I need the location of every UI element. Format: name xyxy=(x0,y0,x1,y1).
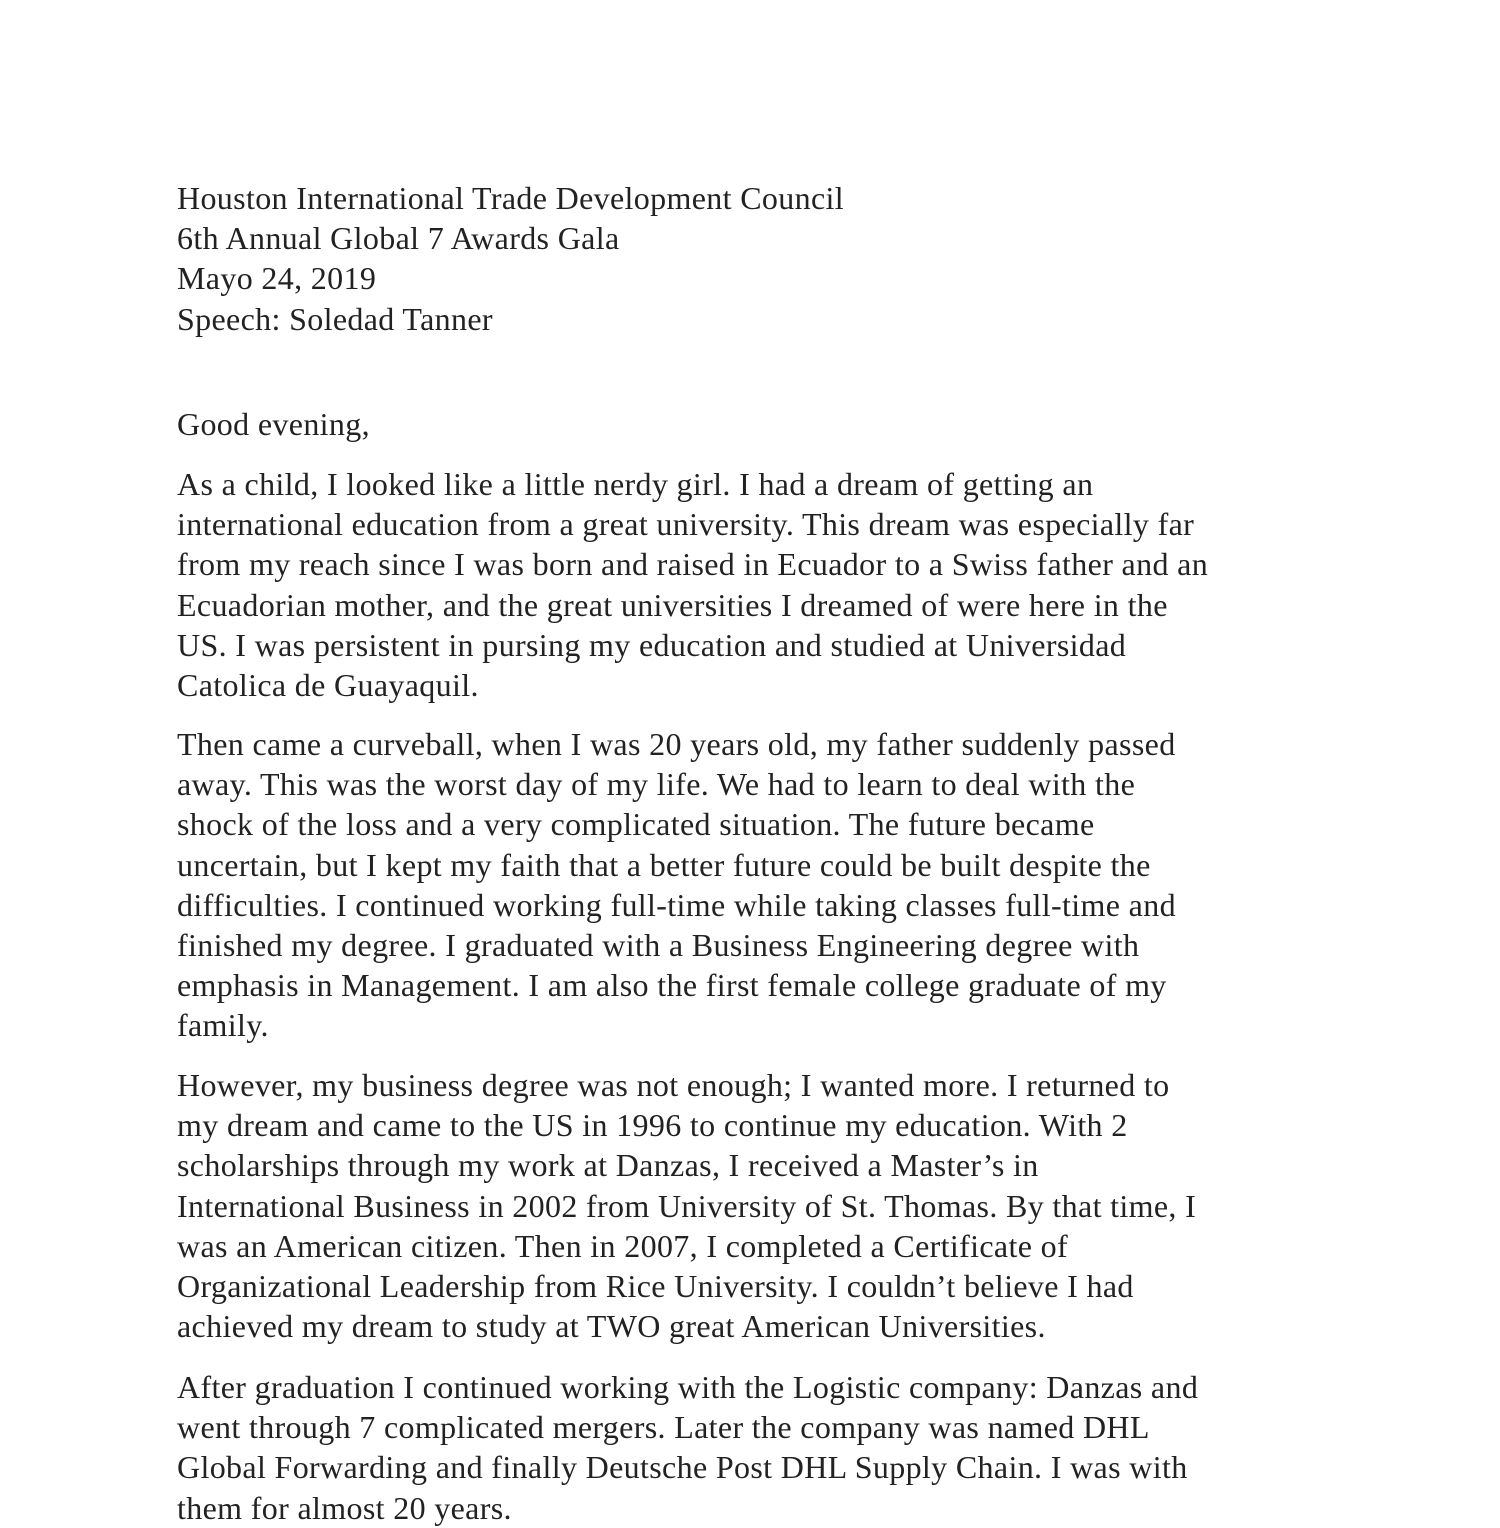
text-line: scholarships through my work at Danzas, I received a Master’s in xyxy=(177,1147,1039,1184)
text-line: US. I was persistent in pursing my education and studied at Universidad xyxy=(177,626,1127,663)
text-line: my dream and came to the US in 1996 to continue my education. With 2 xyxy=(177,1107,1128,1144)
text-line: achieved my dream to study at TWO great American Universities. xyxy=(177,1308,1046,1345)
text-line: International Business in 2002 from University of St. Thomas. By that time, I xyxy=(177,1187,1197,1224)
text-line: them for almost 20 years. xyxy=(177,1489,512,1526)
speech-speaker: Speech: Soledad Tanner xyxy=(177,300,493,337)
event-date: Mayo 24, 2019 xyxy=(177,260,377,297)
text-line: difficulties. I continued working full-time while taking classes full-time and xyxy=(177,886,1176,923)
organization-name: Houston International Trade Development Council xyxy=(177,180,845,216)
greeting xyxy=(177,404,370,444)
greeting-text: Good evening, xyxy=(177,406,370,442)
paragraph-2 xyxy=(177,724,1176,1046)
text-line: from my reach since I was born and raised in Ecuador to a Swiss father and an xyxy=(177,546,1209,583)
text-line: shock of the loss and a very complicated situation. The future became xyxy=(177,806,1095,843)
text-line: went through 7 complicated mergers. Later the company was named DHL xyxy=(177,1409,1150,1446)
text-line: finished my degree. I graduated with a Business Engineering degree with xyxy=(177,927,1140,964)
text-line: Catolica de Guayaquil. xyxy=(177,667,479,704)
text-line: Then came a curveball, when I was 20 years old, my father suddenly passed xyxy=(177,726,1176,762)
event-name: 6th Annual Global 7 Awards Gala xyxy=(177,220,620,257)
letter-header xyxy=(177,178,844,339)
text-line: was an American citizen. Then in 2007, I completed a Certificate of xyxy=(177,1227,1068,1264)
text-line: Global Forwarding and finally Deutsche Post DHL Supply Chain. I was with xyxy=(177,1449,1188,1486)
text-line: Organizational Leadership from Rice University. I couldn’t believe I had xyxy=(177,1268,1134,1305)
text-line: After graduation I continued working with the Logistic company: Danzas and xyxy=(177,1369,1199,1405)
text-line: family. xyxy=(177,1007,269,1044)
text-line: away. This was the worst day of my life. We had to learn to deal with the xyxy=(177,766,1136,803)
text-line: uncertain, but I kept my faith that a better future could be built despite the xyxy=(177,846,1151,883)
paragraph-4 xyxy=(177,1367,1198,1528)
text-line: emphasis in Management. I am also the first female college graduate of my xyxy=(177,967,1167,1004)
text-line: As a child, I looked like a little nerdy girl. I had a dream of getting an xyxy=(177,466,1094,502)
text-line: international education from a great university. This dream was especially far xyxy=(177,506,1195,543)
paragraph-1 xyxy=(177,464,1208,705)
paragraph-3 xyxy=(177,1065,1196,1346)
text-line: However, my business degree was not enough; I wanted more. I returned to xyxy=(177,1067,1170,1103)
text-line: Ecuadorian mother, and the great universities I dreamed of were here in the xyxy=(177,586,1168,623)
